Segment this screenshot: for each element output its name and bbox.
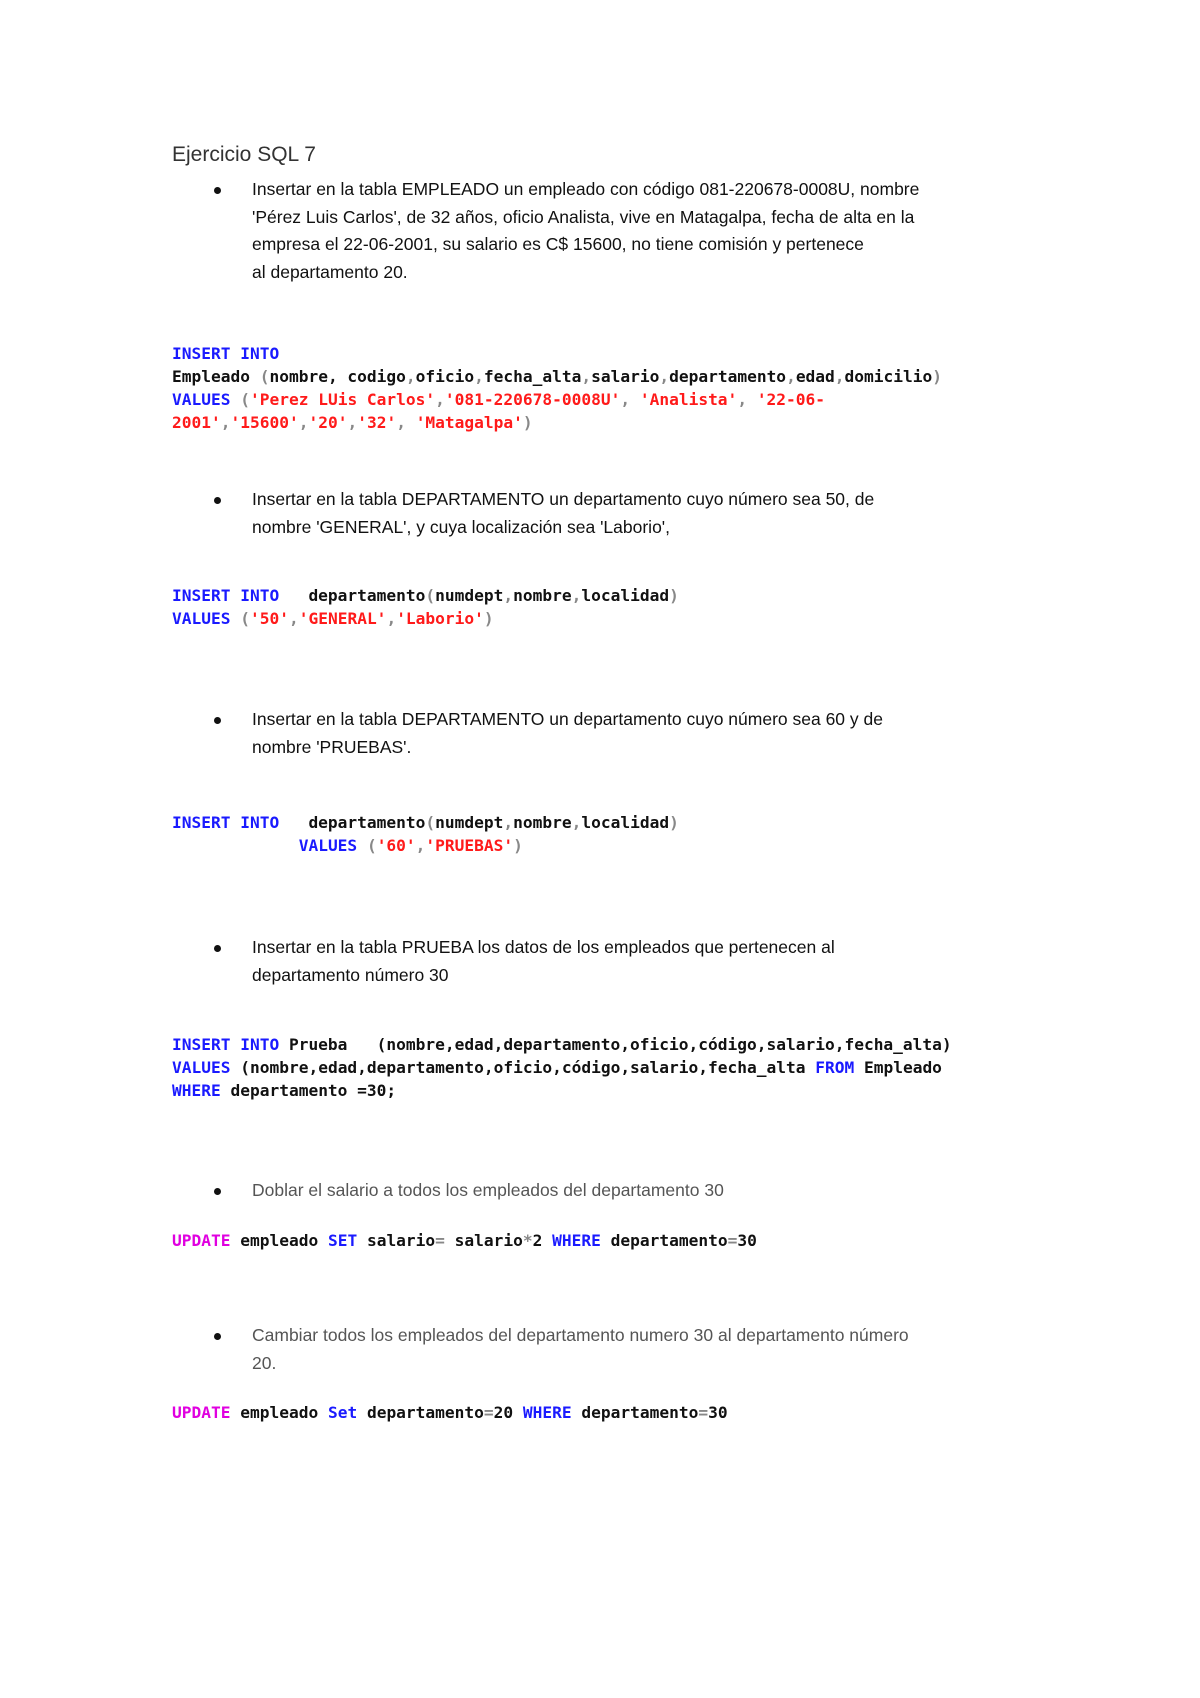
sql-keyword: INSERT INTO [172, 1035, 280, 1054]
sql-text: oficio [415, 367, 475, 386]
bullet-icon [214, 717, 221, 724]
sql-text: Prueba (nombre,edad,departamento,oficio,código,salario,fecha_alta) [279, 1035, 952, 1054]
sql-punctuation: = [483, 1403, 494, 1422]
sql-punctuation: , [298, 413, 309, 432]
sql-string: '32' [357, 413, 397, 432]
sql-punctuation: ) [522, 413, 533, 432]
sql-text: empleado [230, 1403, 328, 1422]
sql-text: departamento =30; [220, 1081, 397, 1100]
sql-keyword: SET [327, 1231, 358, 1250]
sql-text: departamento [669, 367, 787, 386]
sql-punctuation: , [220, 413, 231, 432]
page-title: Ejercicio SQL 7 [172, 143, 316, 166]
sql-text: salario [591, 367, 660, 386]
sql-text: salario [357, 1231, 436, 1250]
sql-punctuation: ( [425, 586, 436, 605]
bullet-icon [214, 497, 221, 504]
sql-punctuation: = [727, 1231, 738, 1250]
sql-indent [172, 836, 299, 855]
sql-string: 'Analista' [639, 390, 738, 409]
sql-text: departamento [571, 1403, 699, 1422]
code-block [172, 1401, 728, 1424]
sql-punctuation: * [522, 1231, 533, 1250]
sql-punctuation: , [405, 367, 416, 386]
sql-punctuation: , [503, 813, 514, 832]
list-item-text: Insertar en la tabla PRUEBA los datos de los empleados que pertenecen al departamento número 30 [252, 937, 835, 985]
sql-punctuation: , [834, 367, 845, 386]
sql-punctuation: , [386, 609, 397, 628]
code-block [172, 584, 679, 630]
sql-text: nombre [513, 586, 572, 605]
sql-text: (nombre,edad,departamento,oficio,código,salario,fecha_alta [240, 1058, 816, 1077]
bullet-icon [214, 1188, 221, 1195]
sql-punctuation: , [659, 367, 670, 386]
sql-punctuation: , [288, 609, 299, 628]
sql-keyword: INSERT INTO [172, 813, 280, 832]
sql-keyword: VALUES [172, 390, 241, 409]
sql-text: salario [444, 1231, 523, 1250]
sql-punctuation: , [571, 586, 582, 605]
sql-punctuation: , [571, 813, 582, 832]
sql-text: localidad [581, 586, 670, 605]
sql-punctuation: , [435, 390, 445, 409]
sql-text: nombre, codigo [269, 367, 406, 386]
sql-text: fecha_alta [483, 367, 582, 386]
sql-text: nombre [513, 813, 572, 832]
bullet-icon [214, 945, 221, 952]
sql-string: '50' [249, 609, 289, 628]
sql-text: Empleado [854, 1058, 942, 1077]
sql-string: 'Matagalpa' [415, 413, 523, 432]
sql-string: 2001' [172, 413, 221, 432]
sql-text: 30 [708, 1403, 728, 1422]
sql-text: domicilio [844, 367, 933, 386]
code-block [172, 342, 942, 434]
sql-punctuation: , [786, 367, 796, 386]
code-block [172, 811, 679, 857]
sql-punctuation: , [737, 390, 757, 409]
sql-punctuation: ) [513, 836, 523, 855]
sql-keyword: UPDATE [172, 1403, 231, 1422]
sql-punctuation: ( [425, 813, 436, 832]
sql-punctuation: ) [483, 609, 494, 628]
sql-text: departamento [279, 813, 426, 832]
sql-punctuation: , [581, 367, 592, 386]
sql-punctuation: , [415, 836, 426, 855]
sql-punctuation: ( [366, 836, 377, 855]
sql-string: '15600' [230, 413, 299, 432]
bullet-icon [214, 1333, 221, 1340]
sql-keyword: FROM [815, 1058, 855, 1077]
sql-keyword: WHERE [522, 1403, 572, 1422]
sql-punctuation: ( [240, 609, 250, 628]
sql-text: 30 [737, 1231, 757, 1250]
code-block [172, 1033, 952, 1102]
sql-punctuation: = [435, 1231, 445, 1250]
sql-string: '20' [308, 413, 348, 432]
sql-text: departamento [279, 586, 426, 605]
list-item-text: Insertar en la tabla DEPARTAMENTO un departamento cuyo número sea 60 y de nombre 'PRUEBAS'. [252, 709, 883, 757]
sql-string: '60' [376, 836, 416, 855]
list-item-text: Insertar en la tabla DEPARTAMENTO un departamento cuyo número sea 50, de nombre 'GENERAL', y cuya localización sea 'Laborio', [252, 489, 875, 537]
list-item-text: Cambiar todos los empleados del departamento numero 30 al departamento número 20. [252, 1325, 909, 1373]
sql-punctuation: ( [240, 390, 250, 409]
sql-string: 'PRUEBAS' [425, 836, 514, 855]
sql-text: empleado [230, 1231, 328, 1250]
sql-punctuation: ( [259, 367, 270, 386]
sql-keyword: WHERE [552, 1231, 601, 1250]
sql-keyword: VALUES [298, 836, 367, 855]
sql-string: '081-220678-0008U' [444, 390, 621, 409]
code-block [172, 1229, 757, 1252]
sql-text: departamento [600, 1231, 728, 1250]
sql-keyword: INSERT INTO [172, 586, 280, 605]
sql-punctuation: , [620, 390, 640, 409]
sql-text: Empleado [172, 367, 260, 386]
sql-punctuation: = [698, 1403, 709, 1422]
sql-punctuation: ) [669, 586, 679, 605]
sql-text: edad [795, 367, 835, 386]
bullet-icon [214, 187, 221, 194]
sql-keyword: INSERT INTO [172, 344, 280, 363]
sql-string: 'Perez LUis Carlos' [249, 390, 436, 409]
sql-punctuation: , [396, 413, 416, 432]
sql-keyword: VALUES [172, 609, 241, 628]
sql-text: departamento [357, 1403, 484, 1422]
sql-string: 'Laborio' [396, 609, 484, 628]
sql-string: '22-06- [756, 390, 826, 409]
sql-text: 20 [493, 1403, 523, 1422]
sql-text: localidad [581, 813, 670, 832]
sql-punctuation: ) [669, 813, 679, 832]
list-item-text: Doblar el salario a todos los empleados del departamento 30 [252, 1180, 724, 1200]
sql-text: numdept [435, 813, 504, 832]
list-item-text: Insertar en la tabla EMPLEADO un empleado con código 081-220678-0008U, nombre 'Pérez Luis Carlos', de 32 años, oficio Analista, vive en Matagalpa, fecha de alta en la empresa el 22-06-2001, su salario es C$ 15600, no tiene comisión y pertenece al departamento 20. [252, 179, 920, 282]
sql-punctuation: , [503, 586, 514, 605]
sql-punctuation: , [474, 367, 484, 386]
sql-text: numdept [435, 586, 504, 605]
sql-punctuation: , [347, 413, 358, 432]
sql-text: 2 [532, 1231, 553, 1250]
sql-string: 'GENERAL' [298, 609, 387, 628]
sql-punctuation: ) [932, 367, 943, 386]
sql-keyword: VALUES [172, 1058, 241, 1077]
sql-keyword: UPDATE [172, 1231, 231, 1250]
sql-keyword: Set [327, 1403, 358, 1422]
sql-keyword: WHERE [172, 1081, 221, 1100]
